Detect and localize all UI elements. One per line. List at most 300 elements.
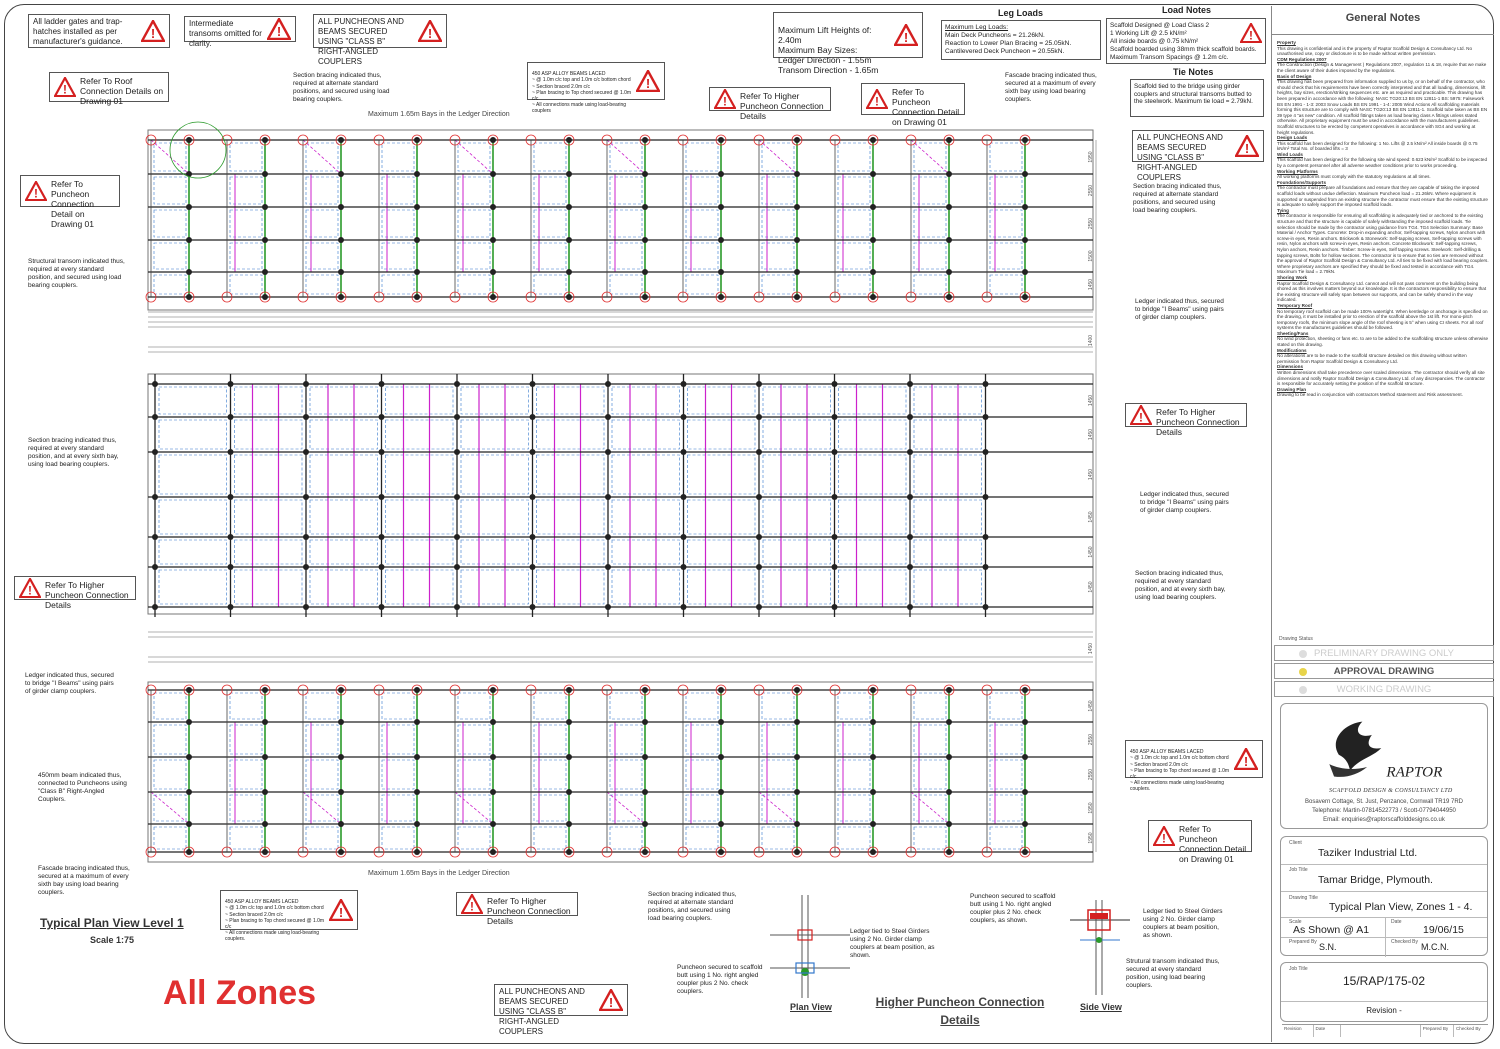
mid-zone-board [310,455,378,494]
standard-node [946,237,952,243]
standard-node [983,381,989,387]
logo-text: RAPTOR [1386,764,1443,781]
svg-text:!: ! [150,26,156,41]
standard-node [414,269,420,275]
svg-text:!: ! [1249,28,1253,43]
mid-zone-board [839,540,907,564]
standard-node [983,494,989,500]
section-bracing [759,792,797,824]
standard-node [794,204,800,210]
standard-node [566,294,572,300]
standard-node [642,789,648,795]
top-zone-board [230,275,262,294]
standard-node [605,564,611,570]
general-notes-heading: Shoring Work [1277,274,1308,280]
general-notes-text: This scaffold has been designed for the following: 1 No. Lifts @ 2.5 kN/m² All inside boards @ 0.75 kN/m² Total No. of boarded lifts = 3 [1277,140,1478,152]
standard-node [262,237,268,243]
standard-node [530,494,536,500]
standard-node [1022,171,1028,177]
standard-node [983,449,989,455]
tie-notes-text: Scaffold tied to the bridge using girder couplers and structural transoms butted to the steelwork. Maximum tie load = 2.79kN. [1134,83,1253,106]
mid-zone-board [839,387,907,414]
general-notes-heading: CDM Regulations 2007 [1277,56,1327,62]
standard-node [642,849,648,855]
general-notes-text: This drawing has been prepared from information supplied to us by, or on behalf of the contractor, who should check that his requirements have been correctly interpreted and that all loading, dimensions, lift heights, bay sizes, erection/striking sequences etc. are as required and practicable. This drawing has been prepared in accordance with the following: NASC TG20:13 BS EN 12811-1 BS: 5975: Falsework BS EN 1991 - 1-3: 2003 Snow Loads BS EN 1991 - 1-4: 2005 Wind Actions All scaffolding materials forming this structure are to comply with NASC TG20:13 BS EN 12811-1. Scaffold tube taken as BS EN 39 type 4 "as new" condition. All scaffold fittings taken as load bearing class A fittings unless stated otherwise. All proprietary equipment must be used in accordance with the manufacturers guidelines. Scaffold structures to be erected by competent operatives in accordance with SG4 and working at height regulations. [1277,79,1488,135]
drawing-status-label: Drawing Status [1279,636,1313,642]
standard-node [1022,849,1028,855]
general-notes-text: This scaffold has been designed for the following site wind speed: 0.623 kN/m² Scaffold to be inspected by a competent personnel after all adverse weather conditions prior to works proceeding. [1277,157,1487,169]
date-value: 19/06/15 [1423,924,1464,936]
leg-loads-heading: Leg Loads [998,8,1044,18]
top-zone-board [306,275,338,294]
warning-class-b-right [1132,130,1264,182]
status-dot [1299,668,1307,676]
standard-node [718,137,724,143]
dimension-label: 1400 [1088,334,1094,347]
company-address: Bosavern Cottage, St. Just, Penzance, Cornwall TR19 7RD [1305,799,1463,805]
rev-col: Checked By [1455,1026,1481,1031]
standard-node [303,449,309,455]
standard-node [303,414,309,420]
warning-icon [141,20,165,42]
warning-icon [599,989,623,1011]
job-number-block [1280,962,1488,1022]
mid-zone-board [537,455,605,494]
status-working [1274,681,1494,697]
prepared-value: S.N. [1319,942,1337,952]
standard-node [566,204,572,210]
svg-text:!: ! [338,905,344,920]
note-beam-450: 450mm beam indicated thus, connected to Puncheons using "Class B" Right-Angled Couplers. [38,772,127,803]
top-zone-board [154,177,186,204]
bottom-zone-board [534,693,566,719]
mid-zone-board [386,420,454,449]
standard-node [605,534,611,540]
ref-higher-bottom-text: Refer To Higher Puncheon Connection Details [487,896,571,926]
revision-table [1282,1024,1488,1037]
standard-node [1022,789,1028,795]
standard-node [490,789,496,795]
standard-node [642,237,648,243]
load-notes-heading: Load Notes [1162,5,1212,15]
ref-puncheon-left [20,175,120,229]
note-section-bracing-left: Section bracing indicated thus, required at every standard position, and at every sixth bay, using load bearing couplers. [28,437,119,468]
general-notes-heading: Wind Loads [1277,151,1303,157]
dimension-label: 1450 [1088,278,1094,291]
top-zone-board [458,275,490,294]
standard-node [681,564,687,570]
standard-node [490,204,496,210]
standard-node [186,137,192,143]
section-bracing [607,140,645,174]
bottom-zone-board [154,827,186,849]
standard-node [718,754,724,760]
note-ledger-right-1: Ledger indicated thus, secured to bridge "I Beams" using pairs of girder clamp couplers. [1135,298,1224,321]
bottom-zone-board [762,827,794,849]
beam-note-top [527,62,665,115]
mid-zone-board [612,420,680,449]
standard-node [414,294,420,300]
standard-node [907,414,913,420]
mid-zone-board [386,455,454,494]
standard-node [228,381,234,387]
load-notes-box [1106,18,1266,64]
standard-node [681,381,687,387]
scale-value: As Shown @ A1 [1293,924,1370,936]
section-bracing [911,792,949,824]
mid-zone-board [159,455,227,494]
dimension-label: 1950 [1088,151,1094,163]
standard-node [794,294,800,300]
standard-node [338,789,344,795]
general-notes-text: The contractor is responsible for ensuring all scaffolding is adequately tied or anchored to the existing structure and that the structure is capable of safely withstanding the imposed scaffold loads. Tie selection should be made by the contractor using guidance from TG4. TG4 Selection Summary: Base Material / Anchor Types. Concrete: Drop-in expanding anchor, Self-tapping screws, Nylon anchors with screw-in eyes, Resin anchors. Brickwork & Stonework: Self-tapping screws, Self-tapping screws with resin, Nylon anchors with screw-in eyes, Resin anchors. Concrete Blockwork: Self-tapping screws, Nylon anchors, Resin anchors. Timber: Screw-in eyes, Self tapping screws. Steelwork: Self-drilling & tapping screws, Bolts for hollow sections. The contractor is to ensure that no ties are removed without the approval of Raptor Scaffold Design & Consultancy Ltd. All ties to be fixed with load bearing couplers. Where proprietary anchors are specified they should be fixed and tested in accordance with TG4. Maximum Tie load = 2.79kN. [1277,213,1489,275]
all-zones-label: All Zones [163,974,317,1012]
ref-puncheon-left-text: Refer To Puncheon Connection Detail on Drawing 01 [51,179,95,229]
dimension-label: 1450 [1088,511,1094,523]
mid-zone-board [688,540,756,564]
standard-node [718,687,724,693]
standard-node [566,687,572,693]
mid-zone-board [839,570,907,604]
standard-node [454,604,460,610]
standard-node [605,414,611,420]
client-label: Client [1289,840,1302,846]
standard-node [379,534,385,540]
standard-node [794,789,800,795]
detail-plan-view-label: Plan View [790,1002,832,1012]
dimension-label: 1950 [1088,802,1094,814]
general-notes-heading: Modifications [1277,347,1307,353]
standard-node [490,719,496,725]
section-bracing [607,792,645,824]
bottom-zone-board [154,760,186,789]
mid-zone-board [914,420,982,449]
ref-higher-left [14,576,136,610]
standard-node [379,604,385,610]
standard-node [152,494,158,500]
tie-notes-heading: Tie Notes [1173,67,1214,77]
standard-node [338,849,344,855]
general-notes-heading: Working Platforms [1277,168,1318,174]
standard-node [642,687,648,693]
standard-node [338,204,344,210]
standard-node [152,414,158,420]
standard-node [946,687,952,693]
ref-higher-top-text: Refer To Higher Puncheon Connection Details [740,91,824,121]
mid-zone-board [763,500,831,534]
mid-zone-board [914,500,982,534]
standard-node [379,494,385,500]
standard-node [946,269,952,275]
status-working-text: WORKING DRAWING [1336,684,1432,695]
general-notes-text: The Construction (Design & Management ) Regulations 2007, regulation 11 & 18, require that we make the client aware of their duties imposed by the regulations. [1277,62,1487,73]
bottom-zone-board [458,693,490,719]
standard-node [530,564,536,570]
beam-note-bottom-text: 450 ASP ALLOY BEAMS LACED ~ @ 1.0m c/c top and 1.0m c/c bottom chord ~ Section braced 2.0m c/c ~ Plan bracing to Top chord secured @ 1.0m c/c ~ All connections made using load-bearing couplers. [225,899,325,943]
bottom-zone-board [838,693,870,719]
tie-notes-box [1130,79,1264,117]
mid-zone-board [763,570,831,604]
bottom-zone-board [306,827,338,849]
svg-text:!: ! [470,899,474,914]
rev-col: Date [1314,1025,1341,1037]
bottom-zone-board [686,693,718,719]
bottom-zone-board [154,693,186,719]
standard-node [681,449,687,455]
standard-node [681,494,687,500]
general-notes-heading: Drawing Plan [1277,386,1307,392]
mid-zone-board [159,387,227,414]
note-fascade-bottom: Fascade bracing indicated thus, secured at a maximum of every sixth bay using load bearing couplers. [38,865,130,896]
general-notes-text: Raptor Scaffold Design & Consultancy Ltd. cannot and will not pass comment on the building being shored as this involves matters beyond our knowledge. It is the contractors responsibility to ensure that the existing structure will safely span between our supports, and can be safely shored in the way indicated. [1277,280,1487,303]
detail-puncheon-secured: Puncheon secured to scaffold butt using 1 No. right angled coupler plus 2 No. check couplers. [677,964,763,995]
load-notes-line: Maximum Transom Spacings @ 1.2m c/c. [1110,54,1229,61]
standard-node [1022,294,1028,300]
standard-node [454,449,460,455]
warning-lift-heights [773,12,923,75]
plan-zone-top [148,130,1093,310]
general-notes-text: Drawing to be read in conjunction with contractors Method statement and Risk assessment. [1277,392,1463,398]
standard-node [228,564,234,570]
standard-node [228,414,234,420]
standard-node [718,237,724,243]
bottom-zone-board [914,693,946,719]
mid-zone-board [914,387,982,414]
rev-col: Prepared By [1421,1025,1454,1037]
bottom-zone-board [990,693,1022,719]
standard-node [681,604,687,610]
load-notes-line: Scaffold Designed @ Load Class 2 [1110,22,1210,29]
standard-node [794,171,800,177]
note-section-bracing-right: Section bracing indicated thus, required at alternate standard positions, and secured using load bearing couplers. [1133,183,1222,214]
general-notes-text: This drawing is confidential and is the property of Raptor Scaffold Design & Consultancy Ltd. No unauthorised use, copy or disclosure is to be made without written permission. [1277,45,1472,57]
standard-node [605,604,611,610]
dimension-label: 1450 [1088,581,1094,593]
mid-zone-board [461,540,529,564]
warning-icon [1130,405,1152,425]
standard-node [530,534,536,540]
leg-loads-line: Main Deck Puncheons = 21.26kN. [945,32,1045,39]
note-section-bracing-top: Section bracing indicated thus, required at alternate standard positions, and secured using load bearing couplers. [293,72,390,103]
detail-ledger-tied-side: Ledger tied to Steel Girders using 2 No. Girder clamp couplers at beam position, as shown. [1143,908,1223,939]
general-notes-heading: Dimensions [1277,364,1304,370]
standard-node [262,687,268,693]
standard-node [530,449,536,455]
mid-zone-board [688,570,756,604]
plan-title: Typical Plan View Level 1 [40,916,184,930]
standard-node [983,414,989,420]
status-approval [1274,663,1494,679]
ref-puncheon-right-text: Refer To Puncheon Connection Detail on Drawing 01 [1179,824,1247,864]
standard-node [832,534,838,540]
standard-node [832,604,838,610]
standard-node [490,171,496,177]
standard-node [907,381,913,387]
mid-zone-board [159,540,227,564]
mid-zone-board [310,420,378,449]
standard-node [379,564,385,570]
warning-icon [461,894,483,914]
top-zone-board [914,275,946,294]
note-section-bracing-right-2: Section bracing indicated thus, required at every standard position, and at every sixth bay, using load bearing couplers. [1135,570,1226,601]
client-value: Taziker Industrial Ltd. [1318,847,1418,859]
checked-value: M.C.N. [1421,942,1449,952]
standard-node [262,137,268,143]
standard-node [756,414,762,420]
mid-zone-board [461,420,529,449]
top-zone-board [154,275,186,294]
standard-node [946,171,952,177]
mid-zone-board [537,500,605,534]
standard-node [454,494,460,500]
standard-node [379,414,385,420]
bottom-zone-board [230,693,262,719]
mid-zone-board [763,540,831,564]
standard-node [794,719,800,725]
standard-node [338,171,344,177]
mid-zone-board [235,500,303,534]
warning-icon [19,578,41,598]
ref-higher-right [1125,403,1247,437]
note-ledger-left: Ledger indicated thus, secured to bridge "I Beams" using pairs of girder clamp couplers. [25,672,114,695]
beam-note-top-text: 450 ASP ALLOY BEAMS LACED ~ @ 1.0m c/c top and 1.0m c/c bottom chord ~ Section braced 2.0m c/c ~ Plan bracing to Top chord secured @ 1.0m c/c ~ All connections made using load-bearing couplers [532,71,632,115]
mid-zone-board [537,540,605,564]
detail-puncheon-secured-side: Puncheon secured to scaffold butt using 1 No. right angled coupler plus 2 No. check couplers, as shown. [970,893,1056,924]
standard-node [414,687,420,693]
company-subtitle: SCAFFOLD DESIGN & CONSULTANCY LTD [1329,788,1453,794]
warning-ladder-gates [28,14,170,48]
standard-node [228,494,234,500]
standard-node [718,204,724,210]
standard-node [228,534,234,540]
standard-node [832,414,838,420]
ref-puncheon-top-text: Refer To Puncheon Connection Detail on Drawing 01 [892,87,960,127]
standard-node [454,564,460,570]
mid-zone-board [310,500,378,534]
standard-node [794,821,800,827]
mid-zone-board [386,387,454,414]
standard-node [186,204,192,210]
rev-col [1341,1025,1421,1037]
warning-lift-heights-text: Maximum Lift Heights of: 2.40m Maximum Bay Sizes: Ledger Direction - 1.55m Transom Direction - 1.65m [778,25,879,75]
general-notes-text: Written dimensions shall take precedence over scaled dimensions. The contractor should verify all site dimensions and notify Raptor Scaffold Design & Consultancy Ltd. of any discrepancies. The contractor is responsible for accurately setting the position of the scaffold structure. [1277,370,1485,387]
status-dot [1299,650,1307,658]
standard-node [303,604,309,610]
mid-zone-board [763,387,831,414]
mid-zone-board [612,387,680,414]
mid-zone-board [763,420,831,449]
mid-zone-board [159,570,227,604]
standard-node [454,534,460,540]
top-zone-board [382,275,414,294]
bottom-zone-board [914,827,946,849]
warning-class-b-top [313,14,447,66]
note-ledger-right-2: Ledger indicated thus, secured to bridge "I Beams" using pairs of girder clamp couplers. [1140,491,1229,514]
standard-node [832,564,838,570]
bottom-zone-board [382,827,414,849]
job-number-value: 15/RAP/175-02 [1342,974,1426,988]
standard-node [228,604,234,610]
mid-zone-board [612,570,680,604]
general-notes-text: No wind protection, sheeting or fans etc. to are to be added to the scaffolding structure unless otherwise stated on this drawing. [1277,336,1489,348]
general-notes-title: General Notes [1272,6,1494,35]
standard-node [794,849,800,855]
standard-node [870,237,876,243]
standard-node [870,294,876,300]
standard-node [490,687,496,693]
warning-icon [54,77,76,97]
detail-structural-transom-side: Strutural transom indicated thus, secured at every standard position, using load bearing couplers. [1126,958,1220,989]
standard-node [530,381,536,387]
standard-node [566,789,572,795]
bottom-zone-board [610,827,642,849]
top-zone-board [838,143,870,171]
status-preliminary-text: PRELIMINARY DRAWING ONLY [1313,648,1455,659]
checked-label: Checked By [1391,939,1418,945]
mid-zone-board [310,570,378,604]
standard-node [186,821,192,827]
section-bracing [303,140,341,174]
bottom-zone-board [458,827,490,849]
ref-higher-bottom [456,892,578,926]
svg-text:!: ! [1244,141,1250,156]
standard-node [490,294,496,300]
standard-node [338,237,344,243]
standard-node [262,754,268,760]
standard-node [338,821,344,827]
warning-ladder-gates-text: All ladder gates and trap-hatches installed as per manufacturer's guidance. [33,17,123,46]
standard-node [605,449,611,455]
bottom-zone-board [762,693,794,719]
standard-node [907,604,913,610]
bottom-zone-board [838,827,870,849]
ref-higher-right-text: Refer To Higher Puncheon Connection Details [1156,407,1240,437]
dimension-label: 1450 [1088,428,1094,441]
standard-node [303,494,309,500]
section-bracing [455,792,493,824]
warning-icon [1153,826,1175,846]
note-structural-transom: Structural transom indicated thus, required at every standard position, and secured using load bearing couplers. [28,258,125,289]
standard-node [756,604,762,610]
standard-node [907,534,913,540]
standard-node [566,269,572,275]
standard-node [414,821,420,827]
standard-node [262,821,268,827]
standard-node [262,204,268,210]
standard-node [946,204,952,210]
mid-zone-board [159,420,227,449]
svg-text:!: ! [34,186,38,201]
warning-icon [1235,135,1259,157]
top-zone-board [838,275,870,294]
standard-node [756,534,762,540]
standard-node [1022,137,1028,143]
beam-note-right-text: 450 ASP ALLOY BEAMS LACED ~ @ 1.0m c/c top and 1.0m c/c bottom chord ~ Section braced 2.0m c/c ~ Plan bracing to Top chord secured @ 1.0m c/c ~ All connections made using load-bearing couplers. [1130,749,1230,793]
mid-zone-board [159,500,227,534]
dimension-label: 1500 [1088,250,1094,262]
warning-icon [25,181,47,201]
standard-node [303,381,309,387]
revision-value: Revision - [1366,1006,1402,1015]
dimension-label: 1450 [1088,700,1094,712]
status-approval-text: APPROVAL DRAWING [1333,666,1435,677]
max-bays-top-label: Maximum 1.65m Bays in the Ledger Direction [368,111,510,118]
standard-node [262,719,268,725]
top-zone-board [154,210,186,237]
status-dot [1299,686,1307,694]
top-zone-board [762,275,794,294]
mid-zone-board [461,570,529,604]
